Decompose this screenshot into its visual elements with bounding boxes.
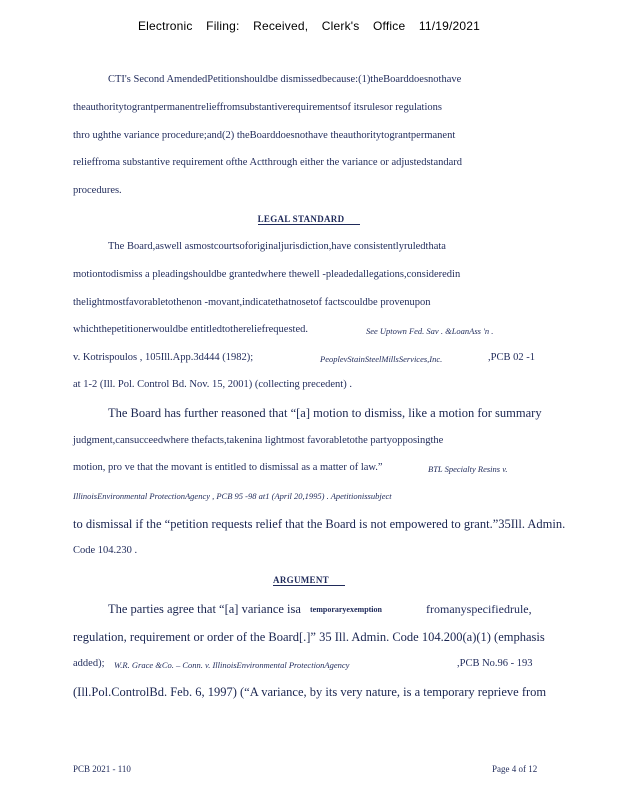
case-citation: PeoplevStainSteelMillsServices,Inc. bbox=[320, 354, 443, 364]
paragraph-line: at 1-2 (Ill. Pol. Control Bd. Nov. 15, 2001) (collecting precedent) . bbox=[73, 379, 352, 390]
paragraph-line: v. Kotrispoulos , 105Ill.App.3d444 (1982); bbox=[73, 352, 254, 363]
paragraph-line: The parties agree that “[a] variance isa bbox=[108, 602, 301, 616]
paragraph-line: theauthoritytograntpermanentrelieffromsubstantiverequirementsof itsrulesor regulations bbox=[73, 102, 442, 113]
footer-case-number: PCB 2021 - 110 bbox=[73, 764, 131, 774]
paragraph-line: judgment,cansucceedwhere thefacts,takenina lightmost favorabletothe partyopposingthe bbox=[73, 435, 444, 446]
paragraph-line: motion, pro ve that the movant is entitled to dismissal as a matter of law.” bbox=[73, 462, 383, 473]
paragraph-line: to dismissal if the “petition requests relief that the Board is not empowered to grant.”35Ill. Admin. bbox=[73, 517, 566, 531]
filing-header: Electronic Filing: Received, Clerk's Office 11/19/2021 bbox=[137, 19, 481, 33]
footer-page-number: Page 4 of 12 bbox=[492, 764, 538, 774]
paragraph-line: thelightmostfavorabletothenon -movant,indicatethatnosetof factscouldbe provenupon bbox=[73, 297, 431, 308]
paragraph-fragment: fromanyspecifiedrule, bbox=[426, 602, 532, 616]
paragraph-line: whichthepetitionerwouldbe entitledtothereliefrequested. bbox=[73, 324, 308, 335]
paragraph-line: Code 104.230 . bbox=[73, 545, 138, 556]
paragraph-line: added); bbox=[73, 658, 105, 669]
paragraph-line: The Board has further reasoned that “[a] motion to dismiss, like a motion for summary bbox=[108, 406, 542, 420]
paragraph-line: procedures. bbox=[73, 185, 122, 196]
paragraph-line: The Board,aswell asmostcourtsoforiginaljurisdiction,have consistentlyruledthata bbox=[108, 241, 446, 252]
legal-standard-heading: LEGAL STANDARD bbox=[0, 214, 618, 224]
citation-tail: ,PCB No.96 - 193 bbox=[457, 658, 533, 669]
paragraph-line: IllinoisEnvironmental ProtectionAgency , PCB 95 -98 at1 (April 20,1995) . Apetitionissubject bbox=[73, 491, 392, 501]
paragraph-line: thro ughthe variance procedure;and(2) theBoarddoesnothave theauthoritytograntpermanent bbox=[73, 130, 456, 141]
paragraph-line: CTI's Second AmendedPetitionshouldbe dismissedbecause:(1)theBoarddoesnothave bbox=[108, 74, 462, 85]
case-citation: BTL Specialty Resins v. bbox=[428, 464, 508, 474]
citation-tail: ,PCB 02 -1 bbox=[488, 352, 535, 363]
paragraph-line: motiontodismiss a pleadingshouldbe grantedwhere thewell -pleadedallegations,consideredin bbox=[73, 269, 461, 280]
argument-heading: ARGUMENT bbox=[0, 575, 618, 585]
case-citation: W.R. Grace &Co. – Conn. v. IllinoisEnvironmental ProtectionAgency bbox=[114, 660, 350, 670]
paragraph-line: relieffroma substantive requirement ofthe Actthrough either the variance or adjustedstandard bbox=[73, 157, 463, 168]
case-citation: See Uptown Fed. Sav . &LoanAss 'n . bbox=[366, 326, 494, 336]
paragraph-line: regulation, requirement or order of the Board[.]” 35 Ill. Admin. Code 104.200(a)(1) (emphasis bbox=[73, 630, 545, 644]
emphasis-text: temporaryexemption bbox=[310, 605, 382, 614]
paragraph-line: (Ill.Pol.ControlBd. Feb. 6, 1997) (“A variance, by its very nature, is a temporary reprieve from bbox=[73, 685, 547, 699]
